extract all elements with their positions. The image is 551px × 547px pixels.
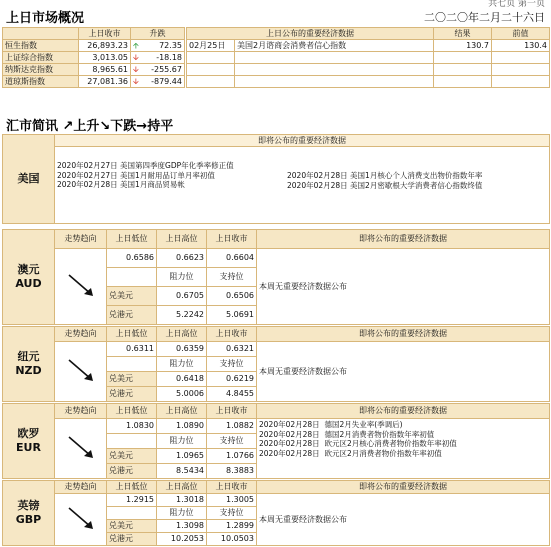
index-change: -255.67 — [151, 64, 182, 74]
resistance-label: 阻力位 — [157, 357, 207, 372]
col-low: 上日低位 — [107, 327, 157, 342]
report-date-text: 二〇二〇年二月二十六日 — [424, 11, 545, 24]
econ-empty-cell — [187, 64, 235, 76]
hkd-support: 8.3883 — [207, 464, 257, 479]
col-upcoming: 即将公布的重要经济数据 — [257, 327, 550, 342]
currency-name: 英镑 — [17, 499, 40, 512]
prev-low: 1.2915 — [107, 494, 157, 507]
currency-name: 欧罗 — [17, 427, 40, 440]
prev-high: 0.6623 — [157, 249, 207, 268]
vs-hkd-label: 兑港元 — [107, 306, 157, 325]
usa-upcoming-header: 即将公布的重要经济数据 — [55, 135, 550, 147]
index-change-cell — [131, 40, 185, 52]
currency-events: 本周无重要经济数据公布 — [257, 342, 550, 402]
index-close: 8,965.61 — [79, 64, 131, 76]
vs-usd-label: 兑美元 — [107, 287, 157, 306]
econ-col-result: 结果 — [434, 28, 492, 40]
col-upcoming: 即将公布的重要经济数据 — [257, 404, 550, 419]
blank-cell — [107, 357, 157, 372]
usd-resistance: 0.6418 — [157, 372, 207, 387]
col-low: 上日低位 — [107, 230, 157, 249]
blank-cell — [107, 507, 157, 520]
col-high: 上日高位 — [157, 481, 207, 494]
hkd-support: 10.0503 — [207, 533, 257, 546]
hkd-resistance: 5.2242 — [157, 306, 207, 325]
currency-code: AUD — [15, 277, 42, 290]
usa-name: 美国 — [3, 135, 55, 224]
down-arrow-icon: 🡫 — [133, 76, 139, 86]
index-close: 27,081.36 — [79, 76, 131, 88]
index-close: 26,893.23 — [79, 40, 131, 52]
hkd-support: 4.8455 — [207, 387, 257, 402]
index-change: -879.44 — [151, 76, 182, 86]
col-low: 上日低位 — [107, 404, 157, 419]
vs-usd-label: 兑美元 — [107, 520, 157, 533]
prev-low: 1.0830 — [107, 419, 157, 434]
market-row — [3, 52, 185, 64]
down-right-arrow-icon — [63, 355, 99, 385]
resistance-label: 阻力位 — [157, 507, 207, 520]
econ-date: 02月25日 — [187, 40, 235, 52]
currency-block — [2, 229, 550, 325]
econ-empty-cell — [492, 76, 550, 88]
usd-support: 1.2899 — [207, 520, 257, 533]
blank-cell — [107, 268, 157, 287]
event-item: 2020年02月28日 美国1月商品贸易帐 — [57, 180, 185, 189]
market-row — [3, 40, 185, 52]
col-upcoming: 即将公布的重要经济数据 — [257, 481, 550, 494]
usd-resistance: 1.0965 — [157, 449, 207, 464]
index-change-cell — [131, 52, 185, 64]
report-date — [424, 0, 545, 24]
support-label: 支持位 — [207, 434, 257, 449]
market-overview-title: 上日市场概况 — [6, 11, 85, 26]
blank-cell — [107, 434, 157, 449]
currency-code: GBP — [15, 513, 42, 526]
prev-close: 0.6321 — [207, 342, 257, 357]
index-name: 纳斯达克指数 — [3, 64, 79, 76]
support-label: 支持位 — [207, 268, 257, 287]
support-label: 支持位 — [207, 357, 257, 372]
prev-close: 1.3005 — [207, 494, 257, 507]
econ-empty-cell — [492, 52, 550, 64]
econ-empty-cell — [187, 52, 235, 64]
col-close: 上日收市 — [207, 327, 257, 342]
index-change-cell — [131, 64, 185, 76]
down-right-arrow-icon — [63, 503, 99, 533]
index-name: 道琼斯指数 — [3, 76, 79, 88]
trend-cell — [55, 494, 107, 546]
currency-block — [2, 403, 550, 479]
vs-hkd-label: 兑港元 — [107, 387, 157, 402]
col-high: 上日高位 — [157, 404, 207, 419]
currency-name-cell — [3, 327, 55, 402]
econ-data-table — [186, 27, 550, 88]
market-table — [2, 27, 185, 88]
econ-empty-cell — [434, 52, 492, 64]
usd-support: 0.6506 — [207, 287, 257, 306]
trend-cell — [55, 342, 107, 402]
hkd-resistance: 10.2053 — [157, 533, 207, 546]
event-item: 2020年02月28日 美国1月核心个人消费支出物价指数年率 — [287, 171, 483, 180]
index-name: 上证综合指数 — [3, 52, 79, 64]
event-item: 2020年02月28日 美国2月密歇根大学消费者信心指数终值 — [287, 180, 483, 190]
col-trend: 走势趋向 — [55, 481, 107, 494]
index-change: 72.35 — [159, 40, 182, 50]
index-close: 3,013.05 — [79, 52, 131, 64]
event-item: 2020年02月27日 美国1月耐用品订单月率初值 — [57, 170, 215, 180]
down-right-arrow-icon — [63, 270, 99, 300]
econ-prev: 130.4 — [492, 40, 550, 52]
vs-hkd-label: 兑港元 — [107, 464, 157, 479]
vs-hkd-label: 兑港元 — [107, 533, 157, 546]
currency-block — [2, 326, 550, 402]
trend-cell — [55, 419, 107, 479]
currency-name-cell — [3, 230, 55, 325]
currency-events: 本周无重要经济数据公布 — [257, 249, 550, 325]
vs-usd-label: 兑美元 — [107, 449, 157, 464]
prev-high: 0.6359 — [157, 342, 207, 357]
index-change-cell — [131, 76, 185, 88]
usa-events-right — [287, 171, 482, 190]
market-header-blank — [3, 28, 79, 40]
support-label: 支持位 — [207, 507, 257, 520]
col-close: 上日收市 — [207, 230, 257, 249]
usa-block — [2, 134, 550, 224]
econ-row — [187, 40, 550, 52]
prev-low: 0.6311 — [107, 342, 157, 357]
fx-news-title: 汇市简讯 ↗上升↘下跌→持平 — [6, 119, 174, 134]
market-row — [3, 64, 185, 76]
market-col-close: 上日收市 — [79, 28, 131, 40]
market-row — [3, 76, 185, 88]
usa-events-left — [57, 161, 234, 190]
col-upcoming: 即将公布的重要经济数据 — [257, 230, 550, 249]
currency-code: EUR — [16, 441, 41, 454]
econ-empty-cell — [187, 76, 235, 88]
col-close: 上日收市 — [207, 481, 257, 494]
usd-resistance: 0.6705 — [157, 287, 207, 306]
hkd-resistance: 8.5434 — [157, 464, 207, 479]
currency-name: 澳元 — [17, 263, 40, 276]
col-high: 上日高位 — [157, 327, 207, 342]
econ-header: 上日公布的重要经济数据 — [187, 28, 434, 40]
up-arrow-icon: 🡩 — [133, 40, 139, 50]
usd-support: 1.0766 — [207, 449, 257, 464]
currency-block — [2, 480, 550, 546]
col-trend: 走势趋向 — [55, 230, 107, 249]
currency-events: 2020年02月28日 德国2月失业率(季调后) 2020年02月28日 德国2月消费者物价指数年率初值 2020年02月28日 欧元区2月核心消费者物价指数年率初值 2020年02月28日 欧元区2月消费者物价指数年率初值 — [257, 419, 550, 479]
prev-close: 0.6604 — [207, 249, 257, 268]
econ-empty-cell — [235, 52, 434, 64]
usd-support: 0.6219 — [207, 372, 257, 387]
currency-name-cell — [3, 481, 55, 546]
econ-empty-cell — [235, 64, 434, 76]
currency-events: 本周无重要经济数据公布 — [257, 494, 550, 546]
vs-usd-label: 兑美元 — [107, 372, 157, 387]
col-low: 上日低位 — [107, 481, 157, 494]
col-trend: 走势趋向 — [55, 404, 107, 419]
econ-empty-cell — [235, 76, 434, 88]
resistance-label: 阻力位 — [157, 434, 207, 449]
prev-close: 1.0882 — [207, 419, 257, 434]
econ-result: 130.7 — [434, 40, 492, 52]
resistance-label: 阻力位 — [157, 268, 207, 287]
event-item: 2020年02月27日 美国第四季度GDP年化季率修正值 — [57, 161, 234, 170]
trend-cell — [55, 249, 107, 325]
index-change: -18.18 — [156, 52, 182, 62]
prev-low: 0.6586 — [107, 249, 157, 268]
econ-empty-cell — [492, 64, 550, 76]
econ-empty-cell — [434, 64, 492, 76]
col-close: 上日收市 — [207, 404, 257, 419]
usa-events-cell — [55, 147, 550, 224]
page-indicator: 共七页 第一页 — [488, 0, 545, 9]
hkd-resistance: 5.0006 — [157, 387, 207, 402]
econ-desc: 美国2月谘商会消费者信心指数 — [235, 40, 434, 52]
currency-name: 纽元 — [17, 350, 40, 363]
prev-high: 1.3018 — [157, 494, 207, 507]
col-high: 上日高位 — [157, 230, 207, 249]
index-name: 恒生指数 — [3, 40, 79, 52]
prev-high: 1.0890 — [157, 419, 207, 434]
down-arrow-icon: 🡫 — [133, 64, 139, 74]
col-trend: 走势趋向 — [55, 327, 107, 342]
currency-name-cell — [3, 404, 55, 479]
down-right-arrow-icon — [63, 432, 99, 462]
currency-code: NZD — [15, 364, 42, 377]
usd-resistance: 1.3098 — [157, 520, 207, 533]
econ-empty-cell — [434, 76, 492, 88]
down-arrow-icon: 🡫 — [133, 52, 139, 62]
hkd-support: 5.0691 — [207, 306, 257, 325]
econ-col-prev: 前值 — [492, 28, 550, 40]
market-col-change: 升跌 — [131, 28, 185, 40]
